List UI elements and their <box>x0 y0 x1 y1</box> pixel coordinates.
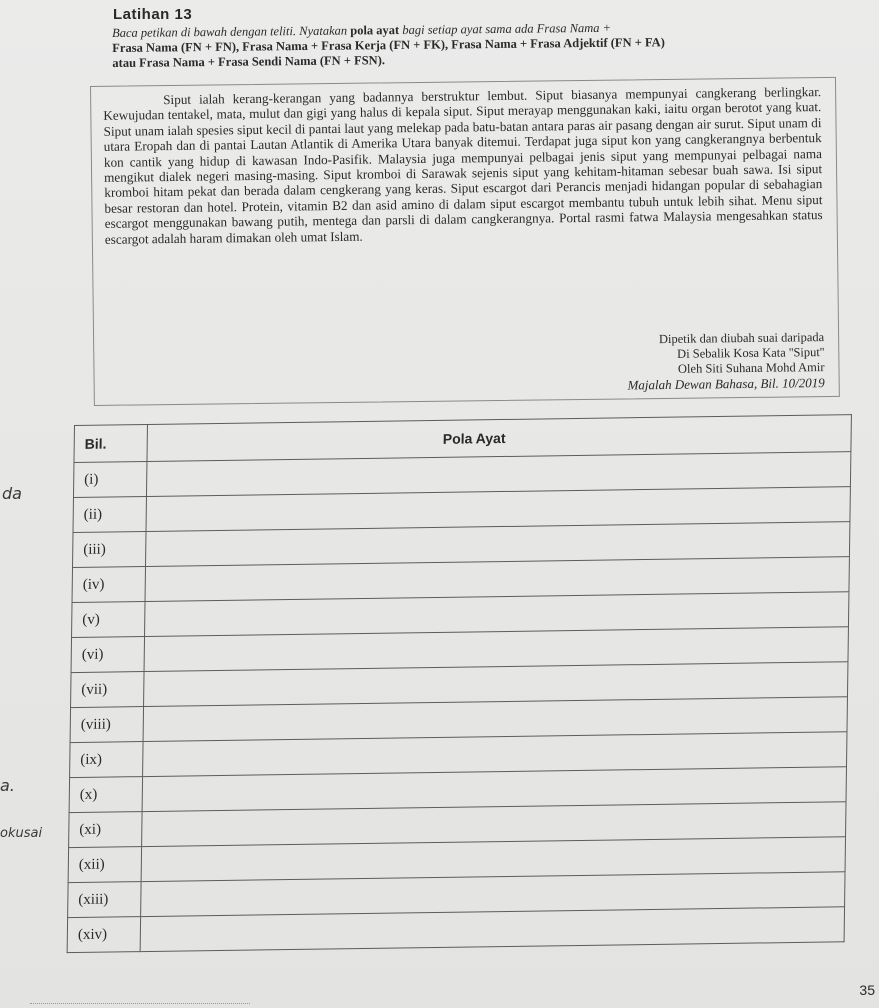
row-number: (xiv) <box>67 917 140 953</box>
page-number: 35 <box>859 982 875 998</box>
passage-box <box>90 77 840 406</box>
row-number: (x) <box>69 777 142 813</box>
margin-mark-3: okusai <box>0 826 43 841</box>
row-number: (xi) <box>69 812 142 848</box>
source-line-3: Oleh Siti Suhana Mohd Amir <box>677 360 825 376</box>
row-number: (iii) <box>73 532 146 568</box>
margin-mark-1: da <box>2 484 22 503</box>
source-line-4: Majalah Dewan Bahasa, Bil. 10/2019 <box>627 375 825 393</box>
row-number: (viii) <box>70 707 143 743</box>
row-number: (ix) <box>70 742 143 778</box>
exercise-title: Latihan 13 <box>113 6 193 23</box>
header-pola-ayat: Pola Ayat <box>147 415 851 462</box>
row-number: (i) <box>73 461 146 497</box>
bottom-dotted-line <box>30 1001 250 1004</box>
header-bil: Bil. <box>74 424 148 462</box>
row-number: (vii) <box>71 672 144 708</box>
row-number: (xiii) <box>68 882 141 918</box>
passage-text: Siput ialah kerang-kerangan yang badannya berstruktur lembut. Siput biasanya mempunyai cangkerang berlingkar. Kewujudan tentakel, mata, mulut dan gigi yang halus di kepala siput. Siput merayap menggunakan kaki, iaitu organ berotot yang kuat. Siput unam ialah spesies siput kecil di pantai laut yang melekap pada batu-batan antara paras air pasang dengan air surut. Siput unam di utara Eropah dan di pantai Lautan Atlantik di Amerika Utara banyak ditemui. Terdapat juga siput kon yang cangkerangnya berbentuk kon cantik yang hidup di kawasan Indo-Pasifik. Malaysia juga mempunyai pelbagai jenis siput yang mempunyai pelbagai nama mengikut dialek negeri masing-masing. Siput kromboi di Sarawak sejenis siput yang kehitam-hitaman sebesar buah sawa. Isi siput kromboi hitam pekat dan berada dalam cengkerang yang keras. Siput escargot dari Perancis menjadi hidangan popular di sebahagian besar restoran dan hotel. Protein, vitamin B2 dan asid amino di dalam siput escargot membantu tubuh untuk lebih sihat. Menu siput escargot menggunakan bawang putih, mentega dan parsli di dalam cangkerangnya. Portal rasmi fatwa Malaysia mengesahkan status escargot adalah haram dimakan oleh umat Islam. <box>103 84 823 247</box>
table-body <box>67 452 851 953</box>
answer-table <box>67 414 852 953</box>
source-line-2: Di Sebalik Kosa Kata ''Siput'' <box>677 345 825 361</box>
row-number: (ii) <box>73 496 146 532</box>
instruction-bold-part: pola ayat <box>350 22 400 38</box>
row-number: (vi) <box>71 637 144 673</box>
row-number: (iv) <box>72 567 145 603</box>
passage-source <box>627 330 825 392</box>
margin-mark-2: a. <box>0 776 15 795</box>
instruction-italic-part: Baca petikan di bawah dengan teliti. Nyatakan <box>112 23 348 40</box>
source-line-1: Dipetik dan diubah suai daripada <box>658 330 825 347</box>
instruction-line-3: atau Frasa Nama + Frasa Sendi Nama (FN + FSN). <box>112 53 386 70</box>
row-number: (xii) <box>68 847 141 883</box>
instruction-italic-part-2: bagi setiap ayat sama ada Frasa Nama + <box>402 20 612 37</box>
row-number: (v) <box>72 602 145 638</box>
instruction-line-2: Frasa Nama (FN + FN), Frasa Nama + Frasa Kerja (FN + FK), Frasa Nama + Frasa Adjektif (FN + FA) <box>112 35 665 55</box>
instruction-text <box>112 19 827 71</box>
